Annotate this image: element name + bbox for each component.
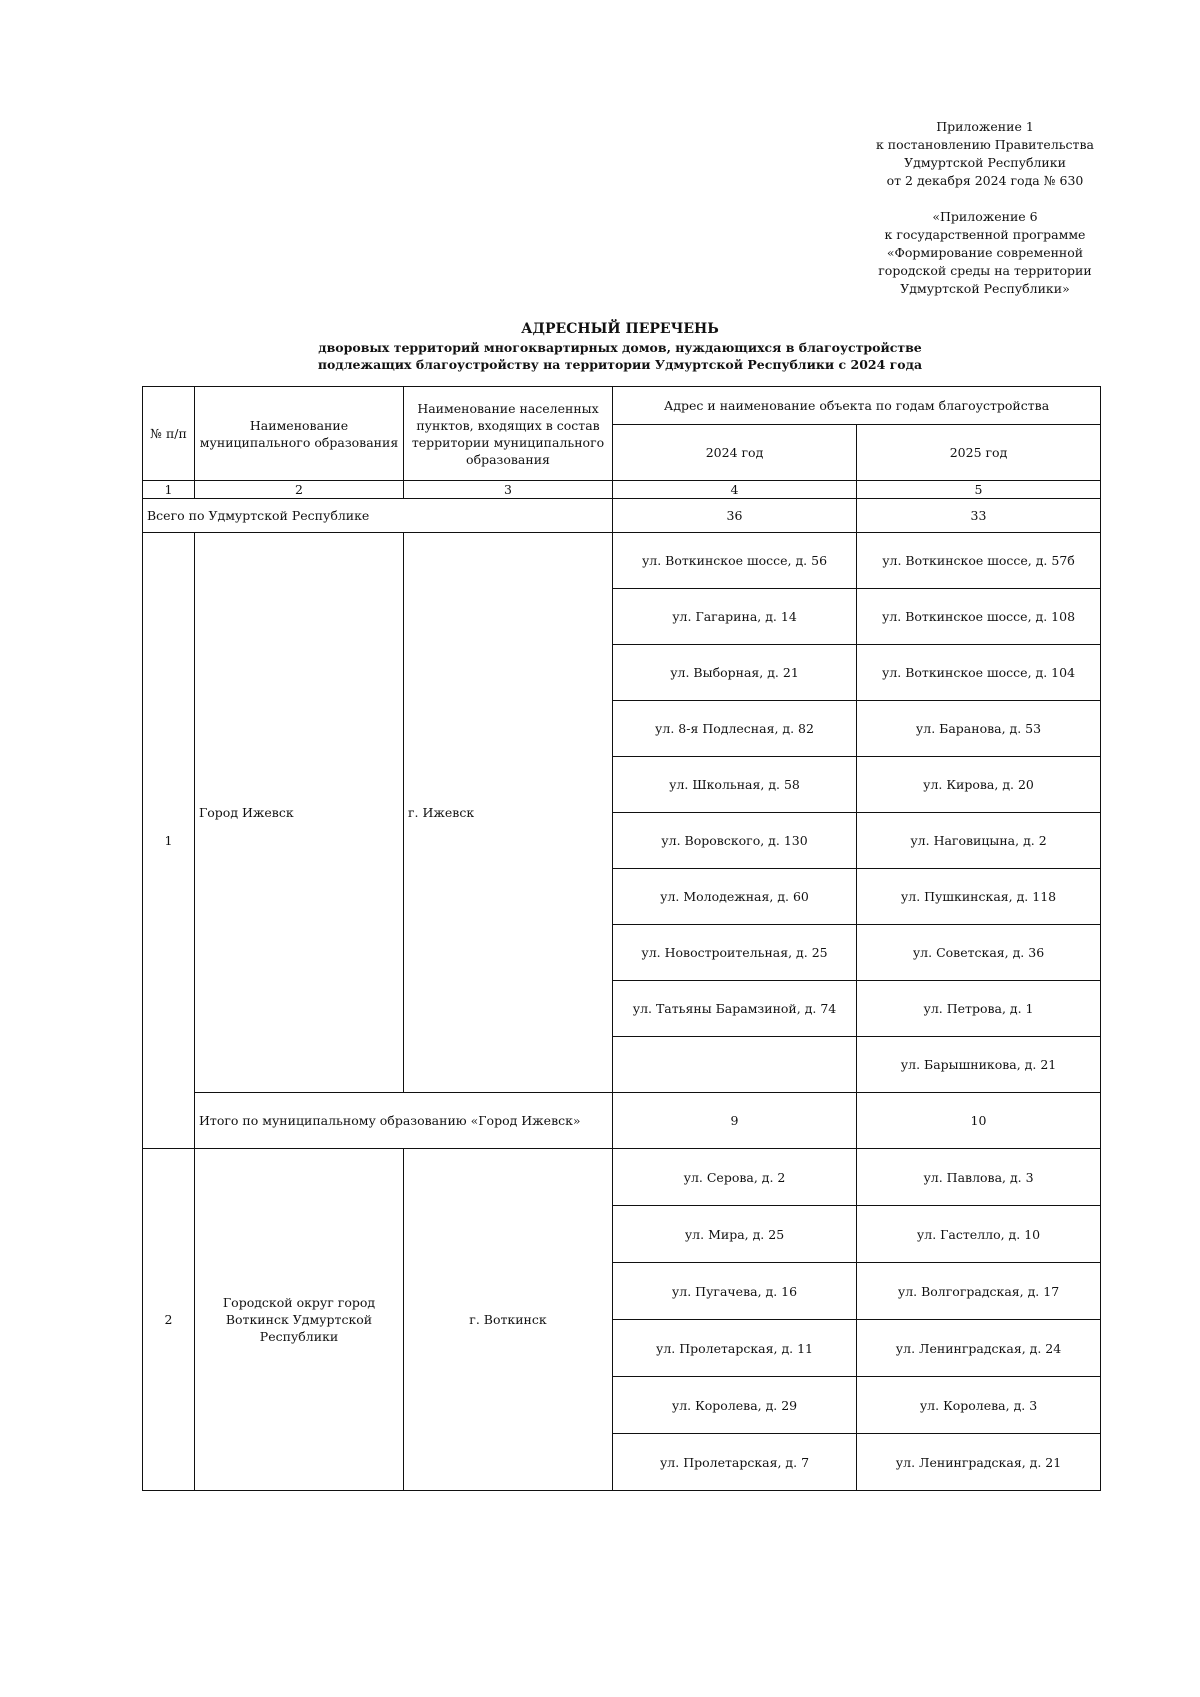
column-number: 2: [195, 481, 404, 499]
address-2024-cell: [613, 1037, 857, 1093]
appendix-line: Приложение 1: [936, 119, 1034, 134]
address-2025-cell: ул. Гастелло, д. 10: [857, 1206, 1101, 1263]
address-2024-cell: ул. Пролетарская, д. 7: [613, 1434, 857, 1491]
address-2024-cell: ул. Мира, д. 25: [613, 1206, 857, 1263]
header-municipality: Наименование муниципального образования: [195, 387, 404, 481]
address-2024-cell: ул. Пугачева, д. 16: [613, 1263, 857, 1320]
address-2024-cell: ул. Школьная, д. 58: [613, 757, 857, 813]
document-title: [140, 320, 1100, 373]
address-2024-cell: ул. Пролетарская, д. 11: [613, 1320, 857, 1377]
spacer: [830, 190, 1140, 208]
title-subtitle: дворовых территорий многоквартирных домов, нуждающихся в благоустройстве: [318, 340, 922, 355]
title-subtitle: подлежащих благоустройству на территории Удмуртской Республики с 2024 года: [317, 357, 923, 372]
settlement-cell: г. Воткинск: [404, 1149, 613, 1491]
address-2025-cell: ул. Королева, д. 3: [857, 1377, 1101, 1434]
address-2024-cell: ул. Татьяны Барамзиной, д. 74: [613, 981, 857, 1037]
address-2024-cell: ул. Новостроительная, д. 25: [613, 925, 857, 981]
address-2024-cell: ул. Серова, д. 2: [613, 1149, 857, 1206]
header-year-2024: 2024 год: [613, 425, 857, 481]
settlement-cell: г. Ижевск: [404, 533, 613, 1093]
address-2025-cell: ул. Волгоградская, д. 17: [857, 1263, 1101, 1320]
column-numbers-row: [143, 481, 1101, 499]
appendix-line: Удмуртской Республики: [904, 155, 1066, 170]
municipality-cell: Городской округ город Воткинск Удмуртской Республики: [195, 1149, 404, 1491]
appendix-line: «Формирование современной: [886, 245, 1084, 260]
subtotal-2025: 10: [857, 1093, 1101, 1149]
address-2025-cell: ул. Барышникова, д. 21: [857, 1037, 1101, 1093]
total-2024: 36: [613, 499, 857, 533]
address-2025-cell: ул. Ленинградская, д. 21: [857, 1434, 1101, 1491]
column-number: 3: [404, 481, 613, 499]
address-2025-cell: ул. Наговицына, д. 2: [857, 813, 1101, 869]
appendix-line: Удмуртской Республики»: [900, 281, 1070, 296]
row-number: 1: [143, 533, 195, 1149]
total-row: [143, 499, 1101, 533]
total-label: Всего по Удмуртской Республике: [143, 499, 613, 533]
table-row: [143, 533, 1101, 589]
subtotal-label: Итого по муниципальному образованию «Город Ижевск»: [195, 1093, 613, 1149]
column-number: 5: [857, 481, 1101, 499]
address-2025-cell: ул. Павлова, д. 3: [857, 1149, 1101, 1206]
address-2024-cell: ул. 8-я Подлесная, д. 82: [613, 701, 857, 757]
address-2024-cell: ул. Выборная, д. 21: [613, 645, 857, 701]
header-year-2025: 2025 год: [857, 425, 1101, 481]
header-row: [143, 387, 1101, 425]
municipality-cell: Город Ижевск: [195, 533, 404, 1093]
address-2024-cell: ул. Королева, д. 29: [613, 1377, 857, 1434]
address-2025-cell: ул. Советская, д. 36: [857, 925, 1101, 981]
address-2025-cell: ул. Пушкинская, д. 118: [857, 869, 1101, 925]
address-2024-cell: ул. Молодежная, д. 60: [613, 869, 857, 925]
column-number: 4: [613, 481, 857, 499]
address-2025-cell: ул. Кирова, д. 20: [857, 757, 1101, 813]
appendix-line: «Приложение 6: [932, 209, 1038, 224]
address-table: [142, 386, 1101, 1491]
appendix-line: к государственной программе: [884, 227, 1086, 242]
header-settlements: Наименование населенных пунктов, входящих в состав территории муниципального образования: [404, 387, 613, 481]
address-2025-cell: ул. Ленинградская, д. 24: [857, 1320, 1101, 1377]
address-2025-cell: ул. Петрова, д. 1: [857, 981, 1101, 1037]
header-address-group: Адрес и наименование объекта по годам благоустройства: [613, 387, 1101, 425]
address-2024-cell: ул. Гагарина, д. 14: [613, 589, 857, 645]
total-2025: 33: [857, 499, 1101, 533]
address-2024-cell: ул. Воткинское шоссе, д. 56: [613, 533, 857, 589]
address-2025-cell: ул. Воткинское шоссе, д. 57б: [857, 533, 1101, 589]
appendix-line: городской среды на территории: [878, 263, 1092, 278]
row-number: 2: [143, 1149, 195, 1491]
subtotal-2024: 9: [613, 1093, 857, 1149]
address-2024-cell: ул. Воровского, д. 130: [613, 813, 857, 869]
appendix-line: к постановлению Правительства: [876, 137, 1094, 152]
title-main: АДРЕСНЫЙ ПЕРЕЧЕНЬ: [521, 321, 719, 337]
appendix-line: от 2 декабря 2024 года № 630: [886, 173, 1084, 188]
address-2025-cell: ул. Баранова, д. 53: [857, 701, 1101, 757]
table-row: [143, 1149, 1101, 1206]
appendix-block: [830, 118, 1140, 298]
subtotal-row: [143, 1093, 1101, 1149]
column-number: 1: [143, 481, 195, 499]
header-num: № п/п: [143, 387, 195, 481]
address-2025-cell: ул. Воткинское шоссе, д. 108: [857, 589, 1101, 645]
address-2025-cell: ул. Воткинское шоссе, д. 104: [857, 645, 1101, 701]
